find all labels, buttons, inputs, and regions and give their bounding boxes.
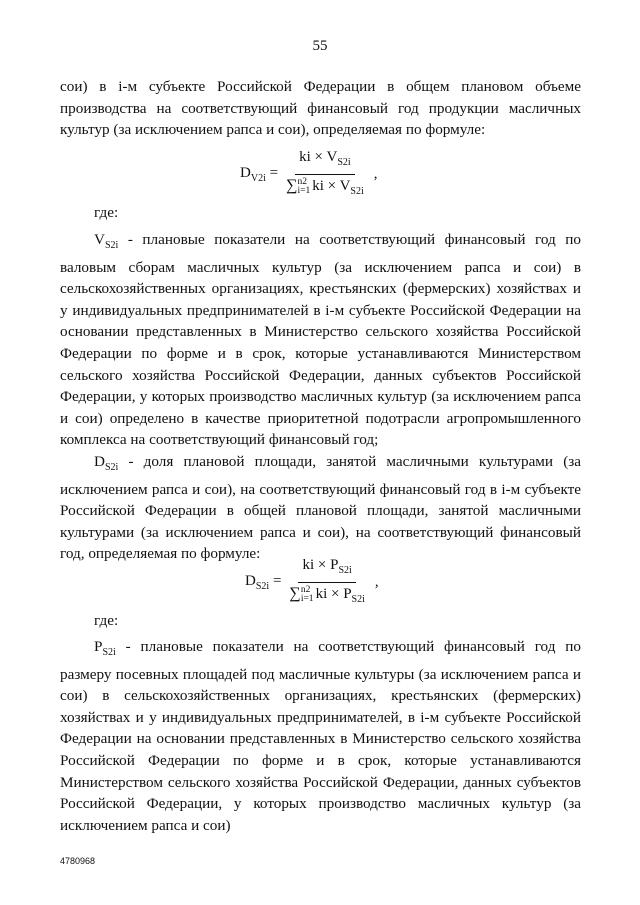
vs2i-symbol: $V_{S2i}$ <box>94 231 119 252</box>
document-id: 4780968 <box>60 856 96 866</box>
formula2-denominator: ∑ n2 i=1 ki × $P_{S2i}$ <box>289 584 365 605</box>
intro-paragraph: сои) в i-м субъекте Российской Федерации в общем плановом объеме производства на соответствующий финансовый год продукции масличных культур (за исключением рапса и сои), определяемая по формуле: <box>60 78 581 139</box>
formula-dv2i <box>240 148 378 201</box>
definitions-block-2 <box>60 636 581 836</box>
formula1-denominator: ∑ n2 i=1 ki × $V_{S2i}$ <box>286 176 364 197</box>
page-number: 55 <box>312 38 328 54</box>
formula-ds2i <box>245 556 379 609</box>
formula1-lhs: $D_{V2i}$ = <box>240 165 279 184</box>
formula2-lhs: $D_{S2i}$ = <box>245 573 282 592</box>
where-label-2: где: <box>94 612 119 629</box>
definition-ds2i: $D_{S2i}$ - доля плановой площади, занятой масличными культурами (за исключением рапса и сои), на соответствующий финансовый год в i-м субъекте Российской Федерации в общей плановой площади, занятой масличными культурами (за исключением рапса и сои), на соответствующий финансовый год, определяемая по формуле: <box>60 452 581 563</box>
intro-paragraph-block <box>60 76 581 141</box>
formula2-numerator: ki × $P_{S2i}$ <box>298 556 355 583</box>
formula2-fraction <box>285 556 368 609</box>
ds2i-symbol: $D_{S2i}$ <box>94 452 119 473</box>
formula1-comma: , <box>373 166 378 182</box>
ps2i-symbol: $P_{S2i}$ <box>94 638 116 659</box>
formula1-numerator: ki × $V_{S2i}$ <box>295 148 355 175</box>
formula2-comma: , <box>374 574 379 590</box>
definitions-block-1 <box>60 229 581 565</box>
definition-vs2i: $V_{S2i}$ - плановые показатели на соответствующий финансовый год по валовым сборам масличных культур (за исключением рапса и сои) в сельскохозяйственных организациях, крестьянских (фермерских) хозяйствах и у индивидуальных предпринимателей в i-м субъекте Российской Федерации на основании представленных в Министерство сельского хозяйства Российской Федерации по форме и в срок, которые устанавливаются Министерством сельского хозяйства Российской Федерации, данных субъектов Российской Федерации, у которых производство масличных культур (за исключением рапса и сои) определено в качестве приоритетной подотрасли агропромышленного комплекса на соответствующий финансовый год; <box>60 231 581 449</box>
definition-ps2i: $P_{S2i}$ - плановые показатели на соответствующий финансовый год по размеру посевных площадей под масличные культуры (за исключением рапса и сои) в сельскохозяйственных организациях, крестьянских (фермерских) хозяйствах и у индивидуальных предпринимателей, в i-м субъекте Российской Федерации на основании представленных в Министерство сельского хозяйства Российской Федерации по форме и в срок, которые устанавливаются Министерством сельского хозяйства Российской Федерации, данных субъектов Российской Федерации, у которых производство масличных культур (за исключением рапса и сои) <box>60 638 581 834</box>
formula1-fraction <box>282 148 368 201</box>
where-label-1: где: <box>94 204 119 221</box>
